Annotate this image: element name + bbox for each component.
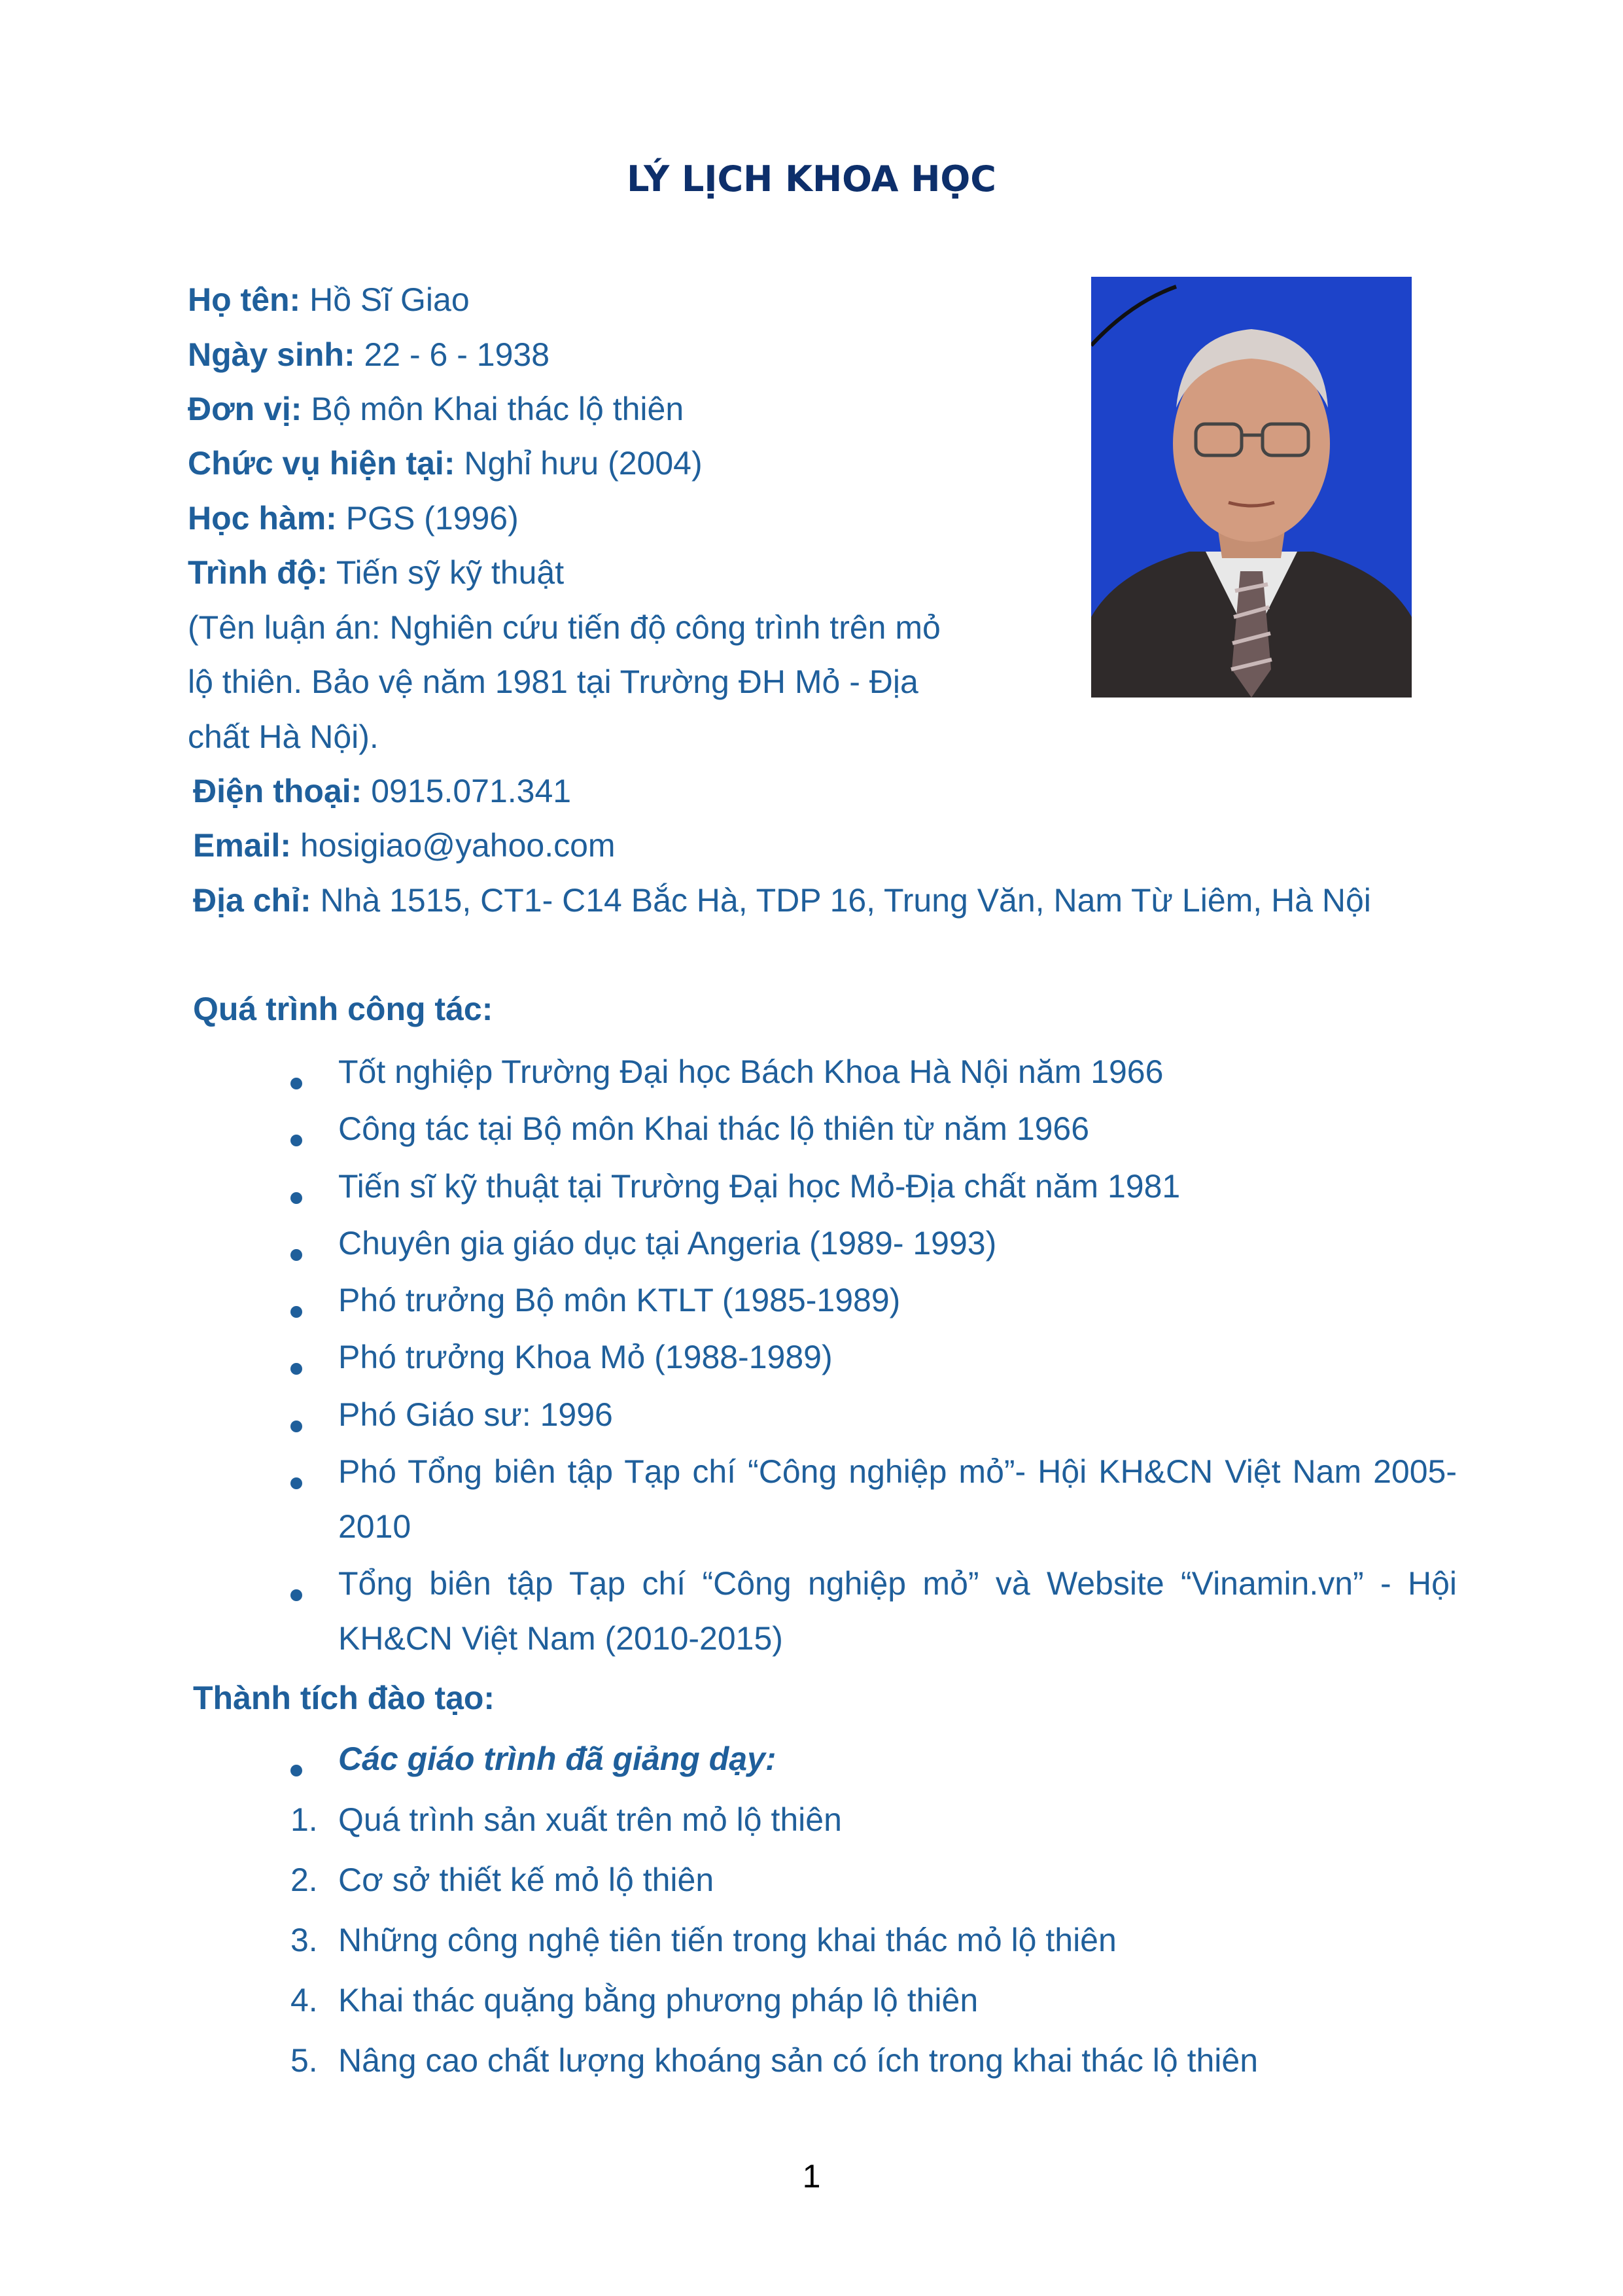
bullet-icon (290, 1192, 297, 1199)
work-item: Phó trưởng Bộ môn KTLT (1985-1989) (338, 1282, 901, 1318)
work-item: Phó Tổng biên tập Tạp chí “Công nghiệp mỏ”- Hội KH&CN Việt Nam 2005- (338, 1453, 1457, 1490)
bullet-icon (290, 1135, 297, 1141)
thesis-line-2: lộ thiên. Bảo vệ năm 1981 tại Trường ĐH Mỏ - Địa (188, 663, 918, 700)
position-value: Nghỉ hưu (2004) (455, 445, 703, 482)
degree-row (188, 553, 564, 592)
bullet-icon (290, 1421, 297, 1427)
dob-value: 22 - 6 - 1938 (355, 336, 550, 373)
course-number: 5. (290, 2042, 318, 2079)
name-label: Họ tên: (188, 281, 301, 318)
work-item-continuation: KH&CN Việt Nam (2010-2015) (338, 1620, 783, 1657)
address-value: Nhà 1515, CT1- C14 Bắc Hà, TDP 16, Trung Văn, Nam Từ Liêm, Hà Nội (311, 882, 1371, 919)
thesis-line-3: chất Hà Nội). (188, 718, 379, 755)
phone-value: 0915.071.341 (362, 773, 572, 809)
bullet-icon (290, 1363, 297, 1369)
work-item: Chuyên gia giáo dục tại Angeria (1989- 1993) (338, 1225, 997, 1262)
degree-label: Trình độ: (188, 554, 328, 591)
course-number: 3. (290, 1922, 318, 1958)
unit-row (188, 389, 684, 429)
rank-row (188, 499, 519, 538)
course-number: 2. (290, 1862, 318, 1898)
course-item: Quá trình sản xuất trên mỏ lộ thiên (338, 1801, 842, 1838)
course-item: Nâng cao chất lượng khoáng sản có ích trong khai thác lộ thiên (338, 2042, 1259, 2079)
unit-value: Bộ môn Khai thác lộ thiên (302, 391, 684, 427)
course-item: Những công nghệ tiên tiến trong khai thác mỏ lộ thiên (338, 1922, 1117, 1958)
page-number: 1 (802, 2158, 821, 2195)
bullet-icon (290, 1589, 297, 1596)
page-title: LÝ LỊCH KHOA HỌC (627, 158, 996, 200)
email-label: Email: (193, 827, 292, 864)
address-label: Địa chỉ: (193, 882, 311, 919)
work-item: Phó Giáo sư: 1996 (338, 1396, 613, 1433)
course-item: Khai thác quặng bằng phương pháp lộ thiên (338, 1982, 979, 2019)
name-value: Hồ Sĩ Giao (300, 281, 470, 318)
address-row (193, 881, 1371, 920)
portrait-photo (1091, 277, 1412, 698)
name-row (188, 280, 470, 319)
email-row (193, 826, 616, 865)
course-item: Cơ sở thiết kế mỏ lộ thiên (338, 1862, 714, 1898)
thesis-line-1: (Tên luận án: Nghiên cứu tiến độ công trình trên mỏ (188, 609, 941, 646)
bullet-icon (290, 1477, 297, 1484)
work-item: Công tác tại Bộ môn Khai thác lộ thiên từ năm 1966 (338, 1110, 1090, 1147)
work-item: Tốt nghiệp Trường Đại học Bách Khoa Hà Nội năm 1966 (338, 1053, 1164, 1090)
work-item: Tổng biên tập Tạp chí “Công nghiệp mỏ” và Website “Vinamin.vn” - Hội (338, 1565, 1457, 1602)
training-heading: Thành tích đào tạo: (193, 1680, 495, 1716)
rank-value: PGS (1996) (336, 500, 519, 537)
email-value: hosigiao@yahoo.com (291, 827, 616, 864)
work-heading: Quá trình công tác: (193, 991, 493, 1027)
degree-value: Tiến sỹ kỹ thuật (327, 554, 565, 591)
bullet-icon (290, 1078, 297, 1084)
courses-subheading: Các giáo trình đã giảng dạy: (338, 1740, 777, 1777)
phone-row (193, 771, 571, 811)
work-item: Phó trưởng Khoa Mỏ (1988-1989) (338, 1339, 833, 1375)
course-number: 4. (290, 1982, 318, 2019)
course-number: 1. (290, 1801, 318, 1838)
position-label: Chức vụ hiện tại: (188, 445, 455, 482)
phone-label: Điện thoại: (193, 773, 362, 809)
unit-label: Đơn vị: (188, 391, 302, 427)
bullet-icon (290, 1306, 297, 1313)
work-item: Tiến sĩ kỹ thuật tại Trường Đại học Mỏ-Địa chất năm 1981 (338, 1168, 1181, 1205)
work-item-continuation: 2010 (338, 1508, 411, 1545)
dob-label: Ngày sinh: (188, 336, 355, 373)
bullet-icon (290, 1765, 297, 1771)
bullet-icon (290, 1249, 297, 1256)
dob-row (188, 335, 550, 374)
position-row (188, 444, 703, 483)
rank-label: Học hàm: (188, 500, 337, 537)
portrait-image (1091, 277, 1412, 698)
